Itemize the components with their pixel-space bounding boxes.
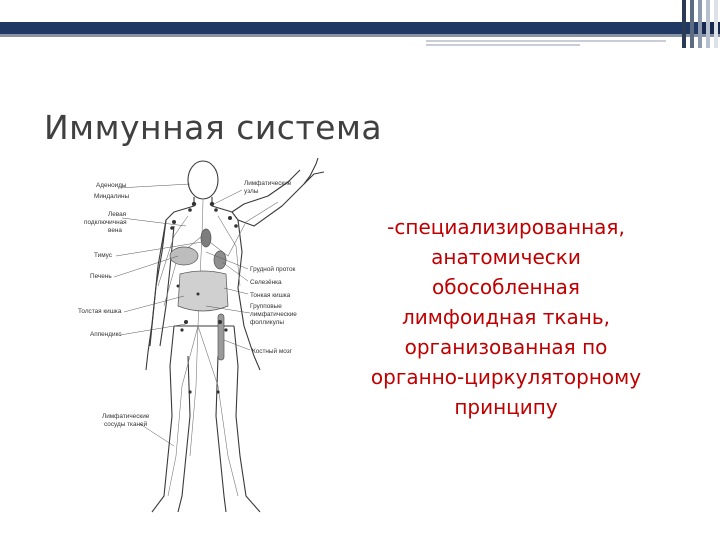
human-body-illustration [78,156,340,528]
header-underline [0,34,720,37]
label-colon: Толстая кишка [78,308,122,315]
label-peyer-1: Групповые [250,303,282,310]
label-adenoids: Аденоиды [96,182,127,189]
label-tonsils: Миндалины [94,193,130,200]
thymus-organ [201,229,211,247]
label-small-intestine: Тонкая кишка [250,292,291,299]
header-accent-line [426,40,666,42]
label-thymus: Тимус [94,252,112,259]
label-appendix: Аппендикс [90,331,122,338]
body-head [188,161,218,199]
label-left-subclavian-3: вена [108,227,122,234]
label-lymph-vessels-2: сосуды тканей [104,421,148,428]
definition-line: организованная по [404,335,608,359]
label-thoracic-duct: Грудной проток [250,266,296,273]
label-liver: Печень [90,273,112,280]
definition-line: -специализированная, [387,215,625,239]
spleen-organ [214,251,226,269]
slide-title: Иммунная система [44,108,383,147]
label-spleen: Селезёнка [250,279,282,286]
label-left-subclavian-1: Левая [108,211,127,218]
liver-organ [170,247,198,265]
header-stripes [682,0,718,48]
label-left-subclavian-2: подключичная [84,219,127,226]
label-lymph-vessels-1: Лимфатические [102,413,150,420]
definition-line: органно-циркуляторному [370,365,642,389]
label-lymph-nodes-1: Лимфатические [244,180,292,187]
header-bar [0,22,720,34]
definition-text [336,212,676,422]
label-lymph-nodes-2: узлы [244,188,259,195]
intestine-organ [178,271,228,311]
label-peyer-3: фолликулы [250,319,284,326]
definition-line: обособленная [432,275,580,299]
header-accent-line-short [426,44,580,46]
definition-line: лимфоидная ткань, [402,305,610,329]
label-peyer-2: лимфатические [250,311,297,318]
definition-line: принципу [454,395,558,419]
header-decoration [0,0,720,48]
immune-system-figure [78,156,340,528]
definition-line: анатомически [431,245,581,269]
label-bone-marrow: Костный мозг [252,348,293,355]
